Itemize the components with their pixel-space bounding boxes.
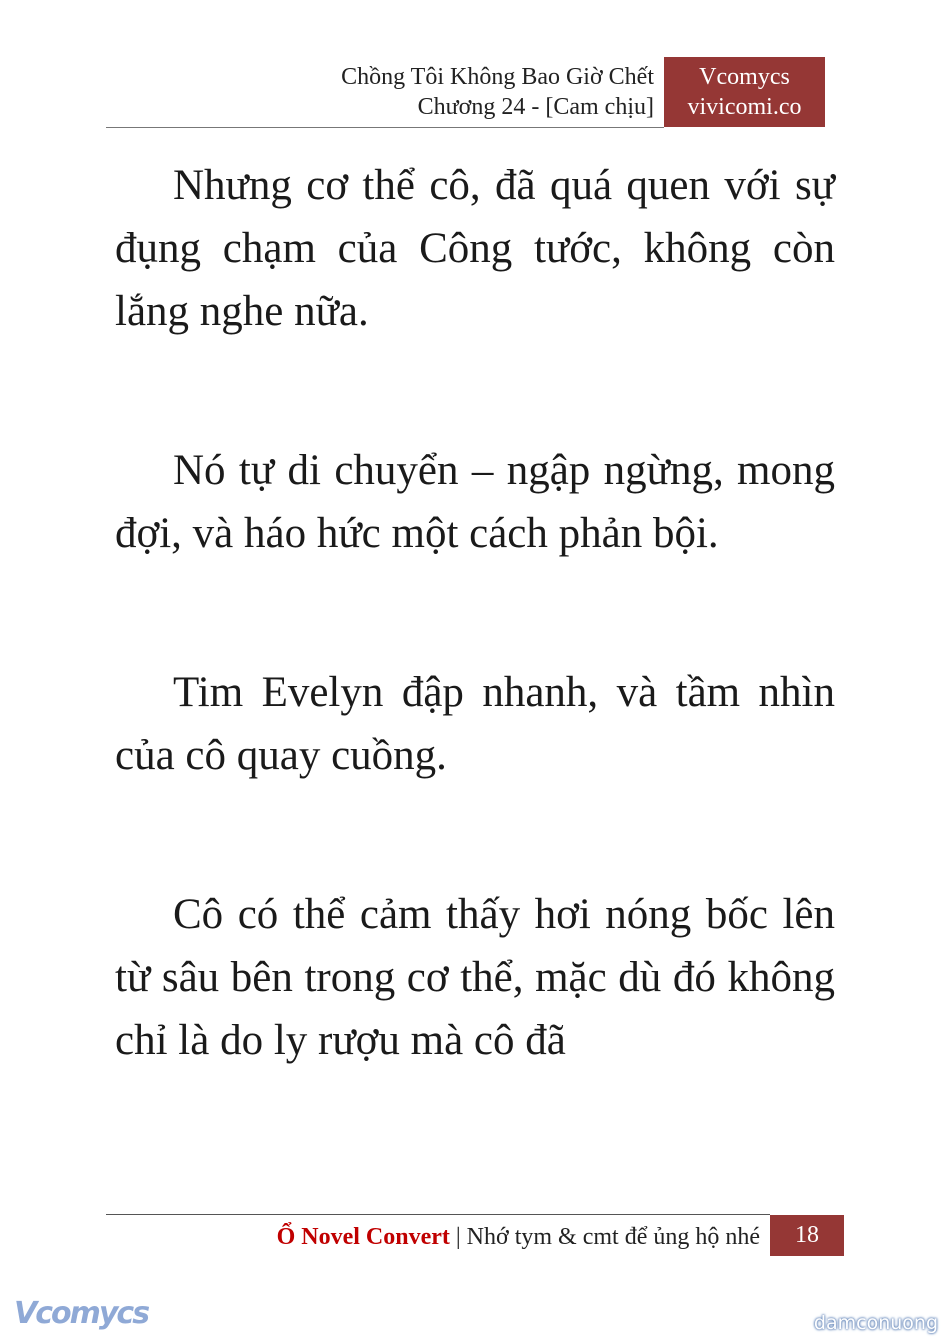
badge-line-2: vivicomi.co xyxy=(687,94,802,120)
footer-divider xyxy=(106,1214,770,1215)
footer-brand: Ổ Novel Convert xyxy=(276,1224,450,1250)
footer-text xyxy=(277,1222,760,1252)
vcomycs-logo: Vcomycs xyxy=(14,1296,149,1331)
badge-line-1: Vcomycs xyxy=(699,64,790,90)
running-header xyxy=(341,62,654,122)
paragraph: Tim Evelyn đập nhanh, và tầm nhìn của cô quay cuồng. xyxy=(115,669,835,779)
book-title: Chồng Tôi Không Bao Giờ Chết xyxy=(341,64,654,90)
paragraph: Cô có thể cảm thấy hơi nóng bốc lên từ sâu bên trong cơ thể, mặc dù đó không chỉ là do ly rượu mà cô đã xyxy=(115,891,835,1064)
site-watermark: damconuong xyxy=(813,1312,938,1334)
footer-separator: | xyxy=(455,1224,461,1250)
page-number: 18 xyxy=(770,1215,844,1256)
header-divider xyxy=(106,127,664,128)
footer-message: Nhớ tym & cmt để ủng hộ nhé xyxy=(466,1224,760,1250)
paragraph: Nó tự di chuyển – ngập ngừng, mong đợi, và háo hức một cách phản bội. xyxy=(115,447,835,557)
chapter-title: Chương 24 - [Cam chịu] xyxy=(417,94,654,120)
header-badge xyxy=(664,57,825,127)
page-body xyxy=(115,154,835,1168)
paragraph: Nhưng cơ thể cô, đã quá quen với sự đụng chạm của Công tước, không còn lắng nghe nữa. xyxy=(115,162,835,335)
